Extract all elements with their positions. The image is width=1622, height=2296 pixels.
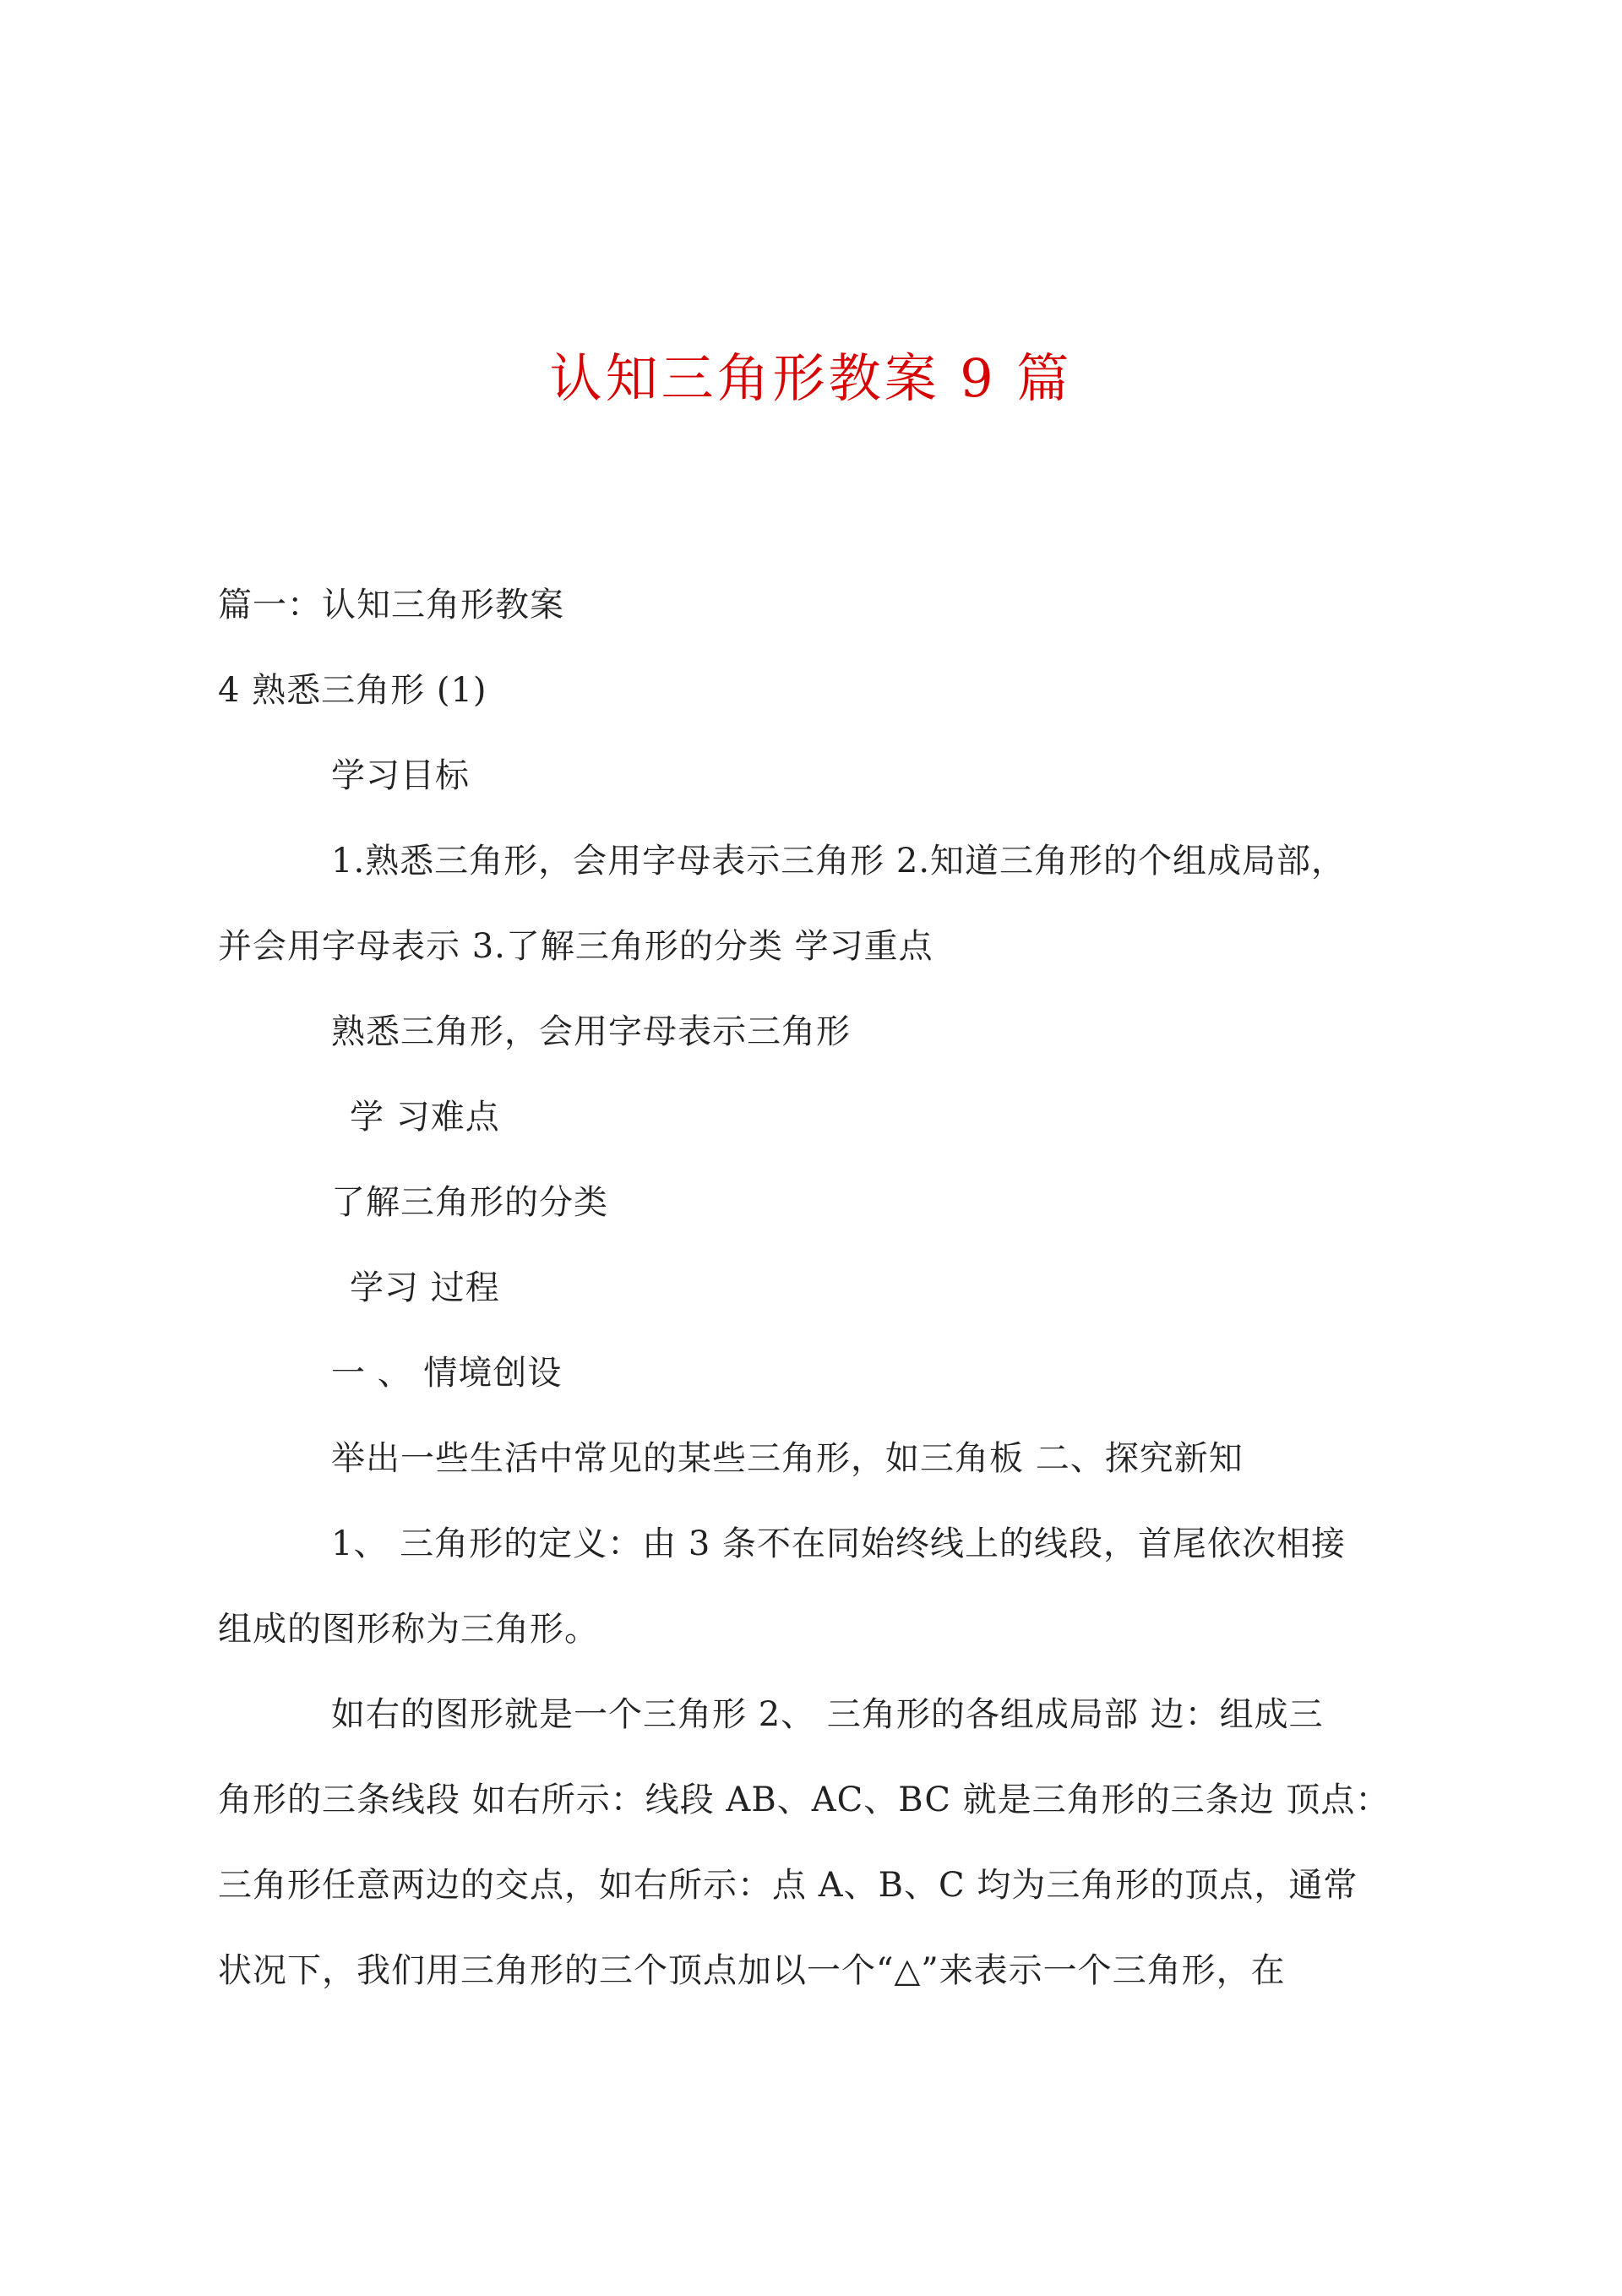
paragraph-line: 角形的三条线段 如右所示：线段 AB、AC、BC 就是三角形的三条边 顶点：	[218, 1781, 1391, 1819]
paragraph-line: 如右的图形就是一个三角形 2、 三角形的各组成局部 边：组成三	[331, 1695, 1324, 1734]
paragraph-line: 熟悉三角形，会用字母表示三角形	[331, 1012, 851, 1051]
paragraph-line: 1.熟悉三角形，会用字母表示三角形 2.知道三角形的个组成局部，	[331, 842, 1347, 881]
paragraph-line: 一 、 情境创设	[331, 1354, 563, 1393]
paragraph-line: 三角形任意两边的交点，如右所示：点 A、B、C 均为三角形的顶点，通常	[218, 1866, 1358, 1905]
paragraph-line: 了解三角形的分类	[331, 1183, 608, 1222]
paragraph-line: 1、 三角形的定义：由 3 条不在同始终线上的线段，首尾依次相接	[331, 1524, 1347, 1563]
section-heading-1: 篇一：认知三角形教案	[218, 586, 564, 624]
paragraph-line: 状况下，我们用三角形的三个顶点加以一个“△”来表示一个三角形，在	[218, 1951, 1286, 1990]
lesson-heading: 4 熟悉三角形 (1)	[218, 671, 487, 710]
paragraph-line: 举出一些生活中常见的某些三角形，如三角板 二、探究新知	[331, 1439, 1244, 1478]
paragraph-line: 并会用字母表示 3.了解三角形的分类 学习重点	[218, 927, 933, 966]
paragraph-line: 学习目标	[331, 756, 470, 795]
paragraph-line: 学 习难点	[350, 1098, 500, 1137]
paragraph-line: 组成的图形称为三角形。	[218, 1610, 599, 1649]
document-title: 认知三角形教案 9 篇	[549, 347, 1073, 409]
paragraph-line: 学习 过程	[350, 1268, 500, 1307]
